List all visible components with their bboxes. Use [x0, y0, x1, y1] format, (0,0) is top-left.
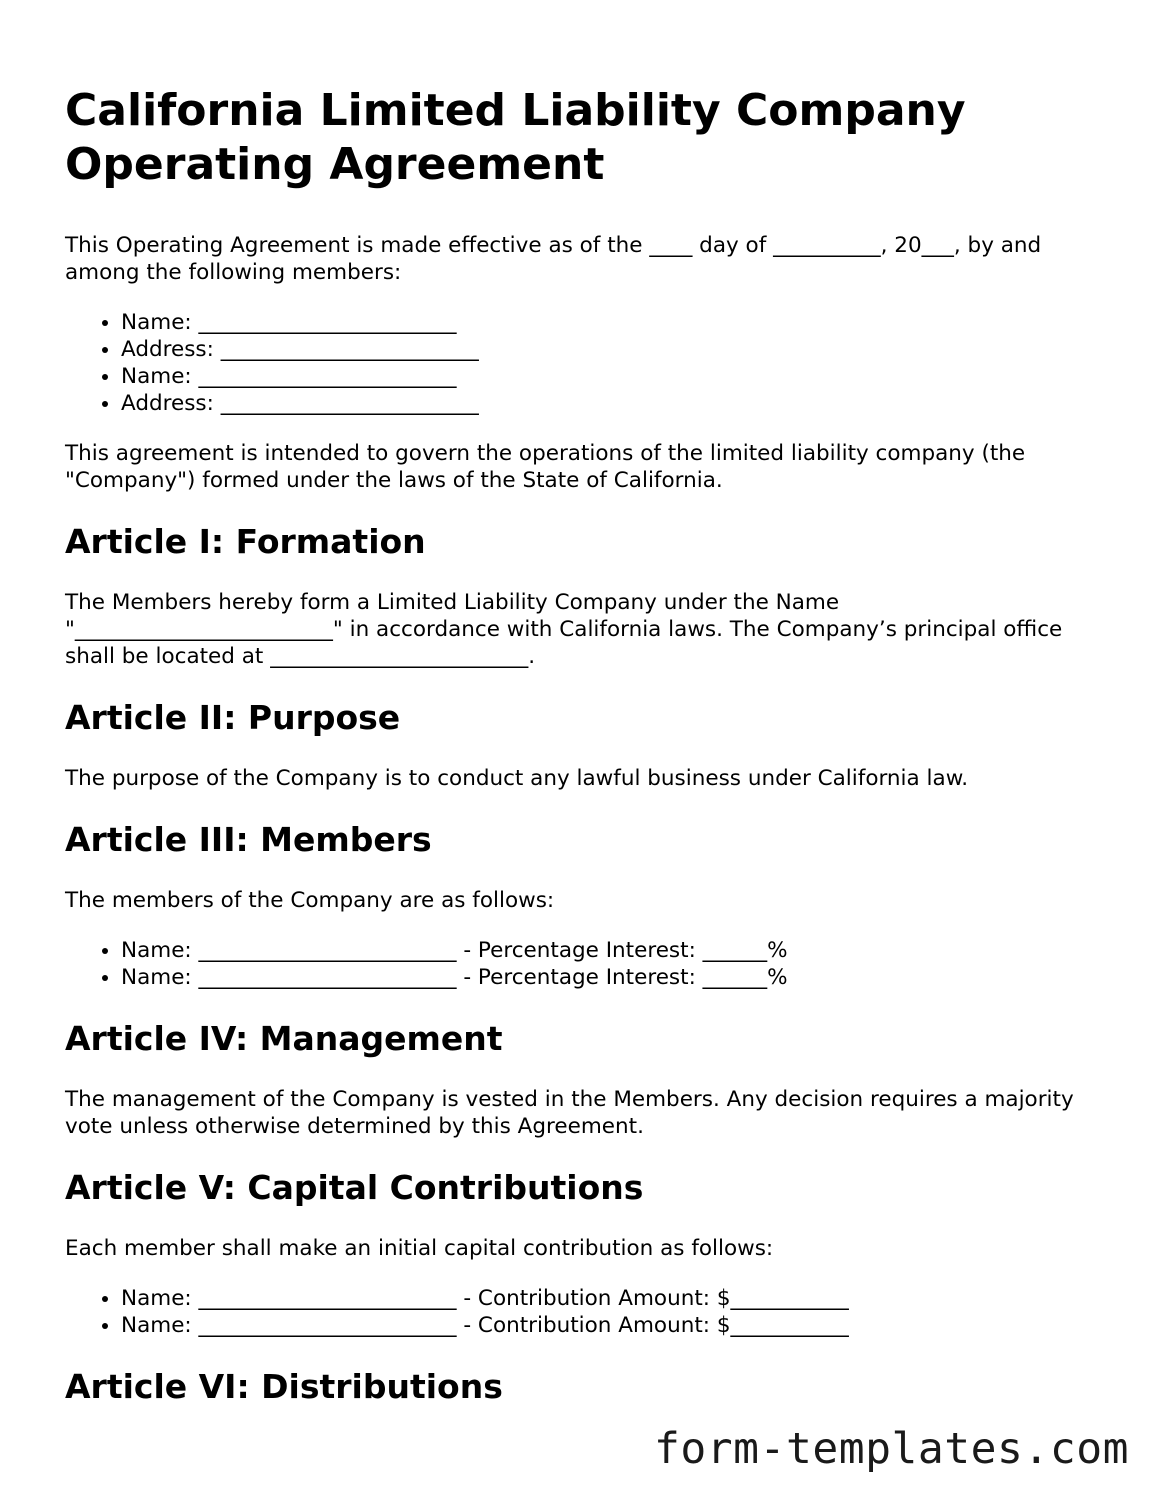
article-members-body: The members of the Company are as follows:	[65, 888, 555, 913]
article-members-heading: Article III: Members	[65, 820, 432, 859]
list-item: • Name: ________________________	[121, 309, 1115, 336]
watermark-text: form-templates.com	[654, 1424, 1129, 1474]
article-distributions-heading: Article VI: Distributions	[65, 1367, 503, 1406]
article-capital-heading: Article V: Capital Contributions	[65, 1168, 644, 1207]
list-item: • Address: ________________________	[121, 390, 1115, 417]
article-purpose-heading: Article II: Purpose	[65, 698, 401, 737]
list-item: • Name: ________________________ - Contribution Amount: $___________	[121, 1312, 1115, 1339]
governance-paragraph: This agreement is intended to govern the operations of the limited liability company (the "Company") formed under the laws of the State of California.	[65, 441, 1026, 493]
capital-contribution-list	[65, 1285, 1115, 1339]
article-management-heading: Article IV: Management	[65, 1019, 503, 1058]
document-page	[65, 84, 1115, 1434]
members-interest-list	[65, 937, 1115, 991]
article-formation-body: The Members hereby form a Limited Liability Company under the Name "________________________" in accordance with California laws. The Company’s principal office shall be located at ________________________.	[65, 590, 1063, 669]
article-capital-body: Each member shall make an initial capital contribution as follows:	[65, 1236, 774, 1261]
member-list	[65, 309, 1115, 417]
list-item: • Name: ________________________ - Contribution Amount: $___________	[121, 1285, 1115, 1312]
article-purpose-body: The purpose of the Company is to conduct any lawful business under California law.	[65, 766, 969, 791]
list-item: • Name: ________________________ - Percentage Interest: ______%	[121, 964, 1115, 991]
list-item: • Address: ________________________	[121, 336, 1115, 363]
list-item: • Name: ________________________ - Percentage Interest: ______%	[121, 937, 1115, 964]
article-formation-heading: Article I: Formation	[65, 522, 426, 561]
intro-paragraph: This Operating Agreement is made effective as of the ____ day of __________, 20___, by and among the following members:	[65, 233, 1042, 285]
list-item: • Name: ________________________	[121, 363, 1115, 390]
article-management-body: The management of the Company is vested in the Members. Any decision requires a majority vote unless otherwise determined by this Agreement.	[65, 1087, 1074, 1139]
document-title: California Limited Liability Company Operating Agreement	[65, 85, 966, 190]
